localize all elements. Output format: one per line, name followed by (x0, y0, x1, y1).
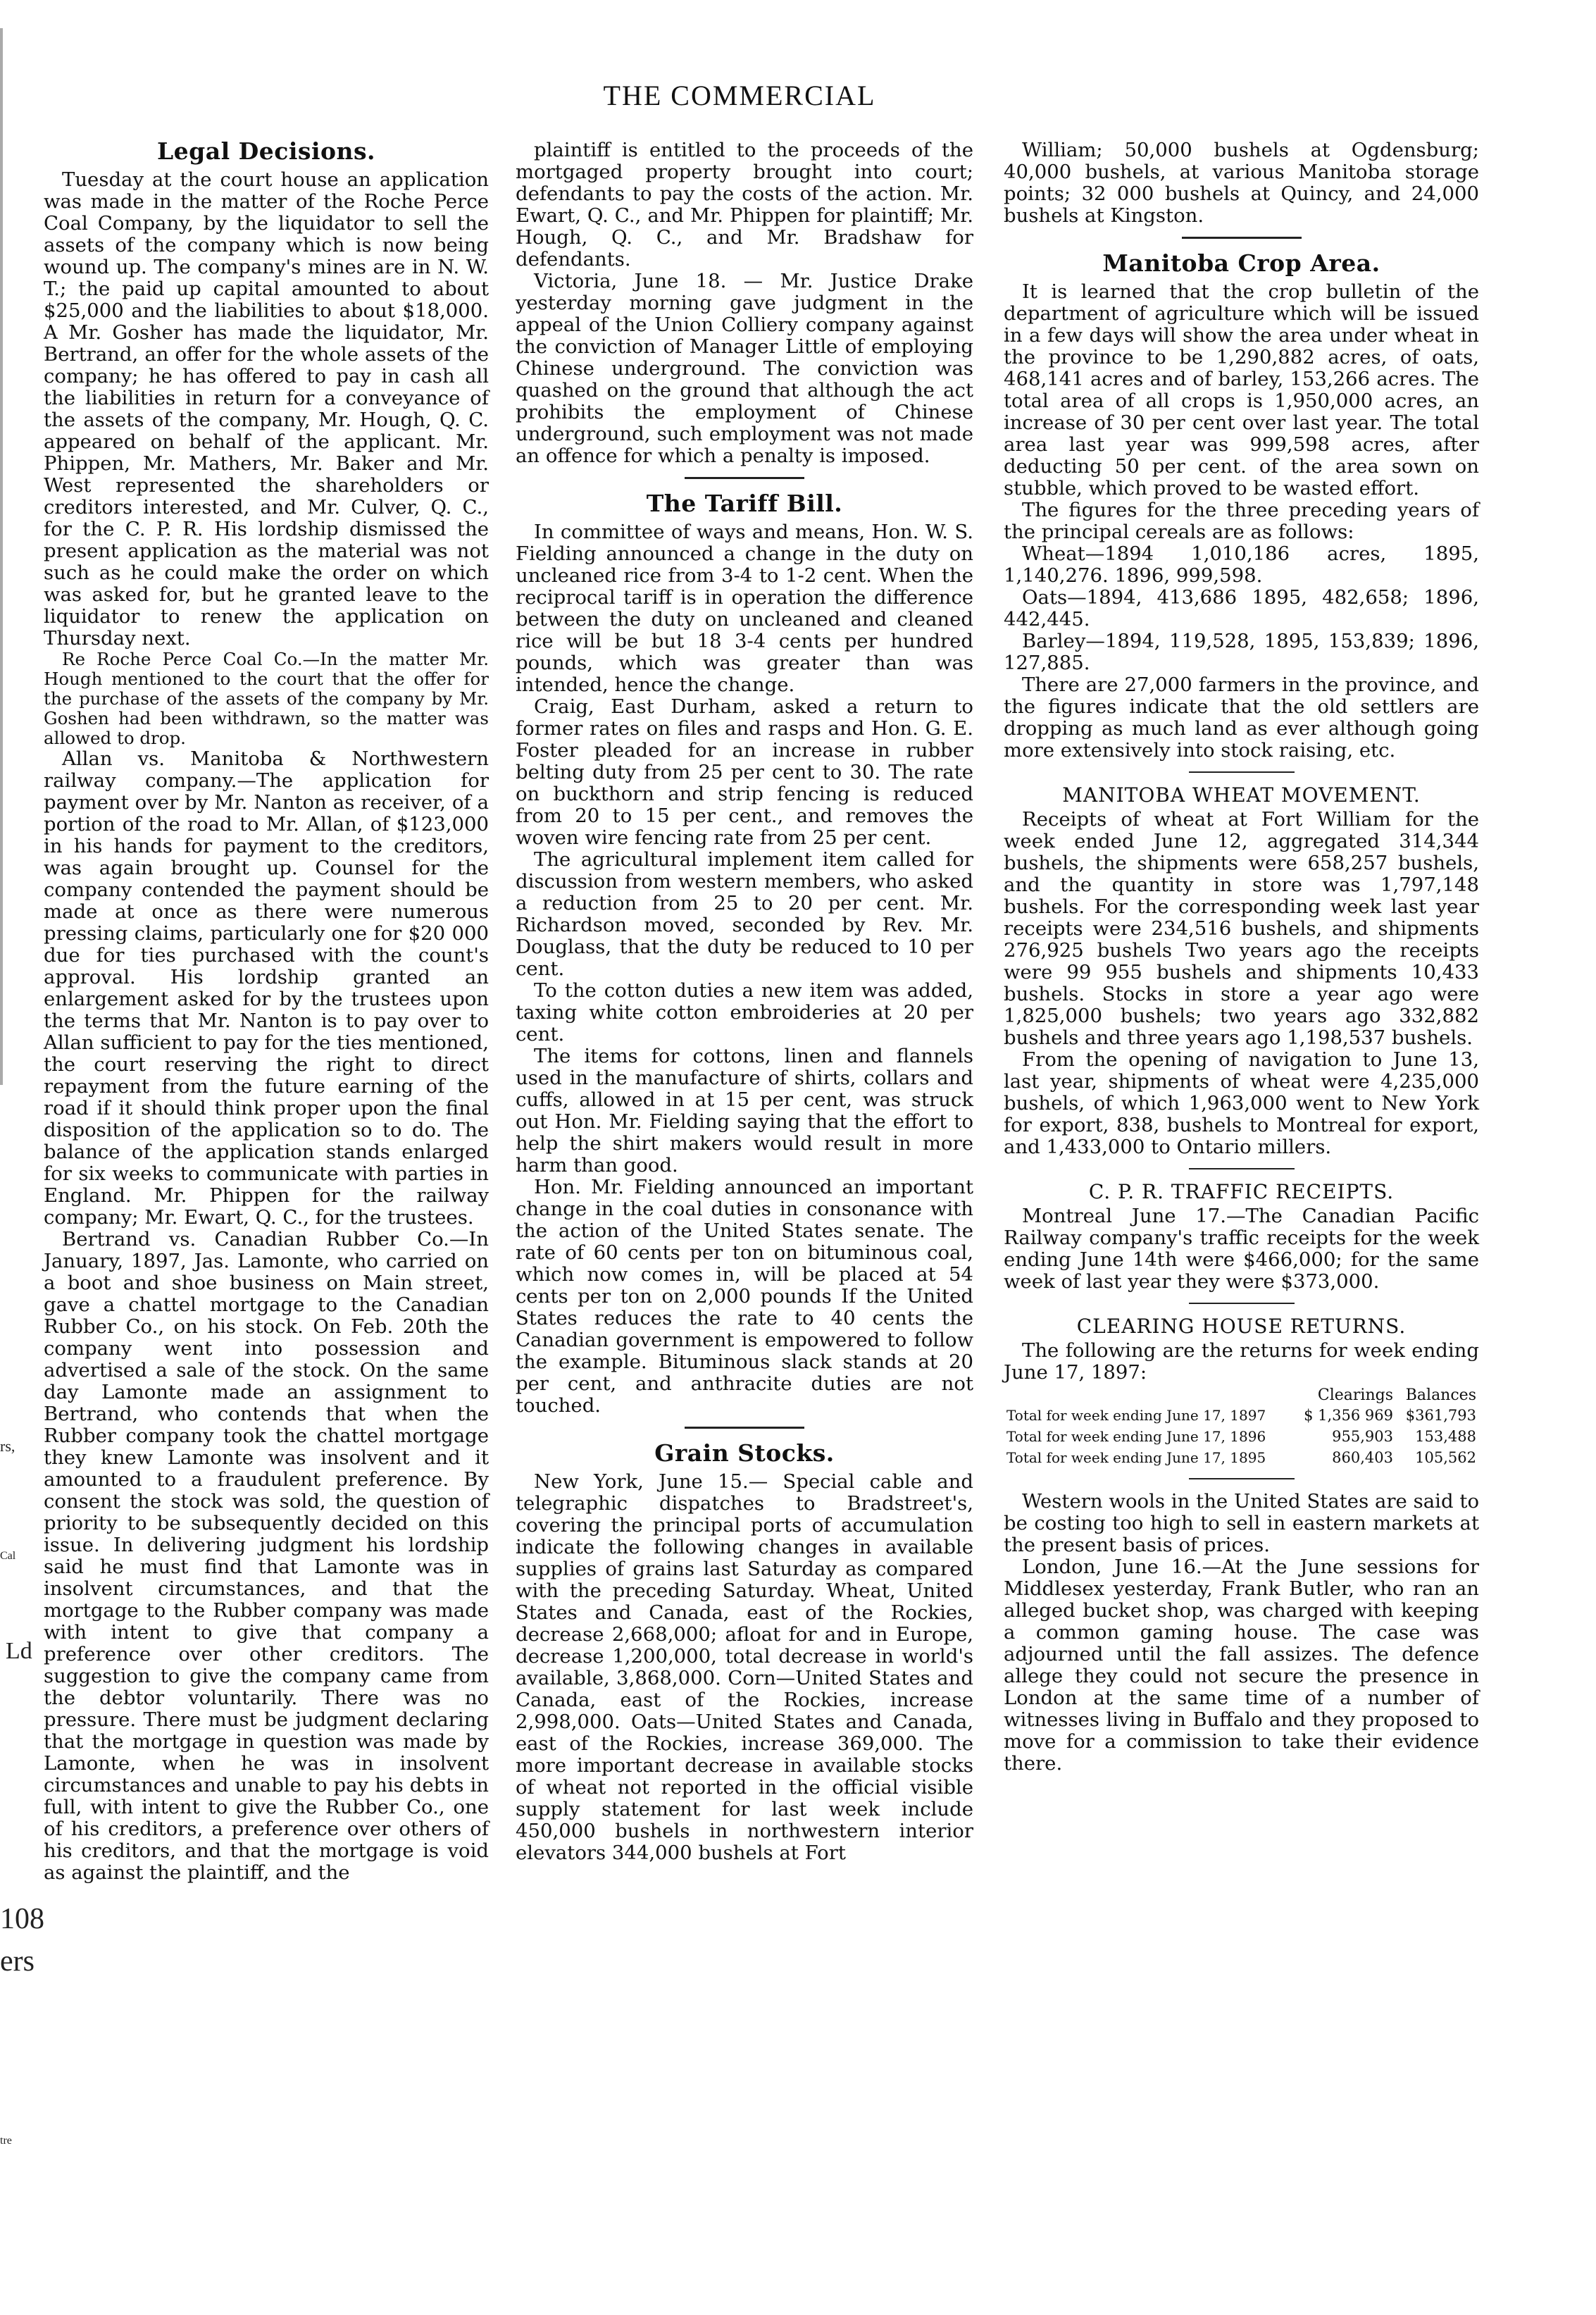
section-divider (685, 1427, 804, 1429)
article-paragraph: Wheat—1894 1,010,186 acres, 1895, 1,140,276. 1896, 999,598. (1004, 542, 1479, 587)
article-paragraph: plaintiff is entitled to the proceeds of the mortgaged property brought into court; defendants to pay the costs of the action. Mr. Ewart, Q. C., and Mr. Phippen for plaintiff; Mr. Hough, Q. C., and Mr. Bradshaw for defendants. (516, 139, 973, 271)
table-cell: Total for week ending June 17, 1897 (1006, 1407, 1266, 1424)
masthead: THE COMMERCIAL (603, 80, 876, 111)
bleed-text: ers (0, 1945, 35, 1978)
section-divider (685, 477, 804, 479)
table-cell: Total for week ending June 17, 1896 (1006, 1428, 1266, 1445)
article-paragraph: The items for cottons, linen and flannels used in the manufacture of shirts, collars and cuffs, allowed in at 15 per cent, was struck out Hon. Mr. Fielding saying that the effort to help the shirt makers would result in more harm than good. (516, 1045, 973, 1177)
table-row (1004, 1405, 1479, 1426)
article-paragraph: There are 27,000 farmers in the province, and the figures indicate that the old settlers are dropping as much land as ever although going more extensively into stock raising, etc. (1004, 674, 1479, 762)
table-cell: Total for week ending June 17, 1895 (1006, 1449, 1266, 1466)
article-paragraph: From the opening of navigation to June 13, last year, shipments of wheat were 4,235,000 bushels, of which 1,963,000 went to New York for export, 838, bushels to Montreal for export, and 1,433,000 to Ontario millers. (1004, 1048, 1479, 1158)
article-paragraph: The following are the returns for week ending June 17, 1897: (1004, 1339, 1479, 1384)
section-divider (1189, 1478, 1295, 1479)
article-paragraph: To the cotton duties a new item was added, taxing white cotton embroideries at 20 per cent. (516, 979, 973, 1045)
bleed-text: rs, (0, 1437, 15, 1455)
table-cell: 105,562 (1415, 1449, 1476, 1466)
article-paragraph: Western wools in the United States are said to be costing too high to sell in eastern markets at the present basis of prices. (1004, 1490, 1479, 1556)
table-cell: $ 1,356 969 (1304, 1407, 1393, 1424)
bleed-text: tre (0, 2135, 12, 2147)
article-heading: Grain Stocks. (654, 1439, 835, 1467)
section-divider (1189, 1303, 1295, 1304)
article-paragraph: In committee of ways and means, Hon. W. S. Fielding announced a change in the duty on uncleaned rice from 3-4 to 1-2 cent. When the reciprocal tariff is in operation the difference between the duty on uncleaned and cleaned rice will be but 18 3-4 cents per hundred pounds, which was greater than was intended, hence the change. (516, 521, 973, 696)
article-heading: MANITOBA WHEAT MOVEMENT. (1062, 783, 1421, 807)
article-heading: C. P. R. TRAFFIC RECEIPTS. (1088, 1180, 1395, 1203)
section-divider (1189, 1168, 1295, 1169)
table-header-cell (1004, 1386, 1292, 1405)
article-paragraph: Oats—1894, 413,686 1895, 482,658; 1896, 442,445. (1004, 586, 1479, 631)
table-row (1004, 1426, 1479, 1447)
article-heading: The Tariff Bill. (646, 490, 843, 517)
article-paragraph: Receipts of wheat at Fort William for the week ended June 12, aggregated 314,344 bushels, the shipments were 658,257 bushels, and the quantity in store was 1,797,148 bushels. For the corresponding week last year receipts were 234,516 bushels, and shipments 276,925 bushels Two years ago the receipts were 99 955 bushels and shipments 10,433 bushels. Stocks in store a year ago were 1,825,000 bushels; two years ago 332,882 bushels and three years ago 1,198,537 bushels. (1004, 808, 1479, 1049)
article-paragraph: London, June 16.—At the June sessions for Middlesex yesterday, Frank Butler, who ran an alleged bucket shop, was charged with keeping a common gaming house. The case was adjourned until the fall assizes. The defence allege they could not secure the presence in London at the same time of a number of witnesses living in Buffalo and they proposed to move for a commission to take their evidence there. (1004, 1556, 1479, 1775)
bleed-text: 108 (0, 1903, 44, 1935)
bleed-text: Cal (0, 1550, 16, 1562)
article-heading: Manitoba Crop Area. (1102, 249, 1380, 277)
article-paragraph: Tuesday at the court house an application was made in the matter of the Roche Perce Coal Company, by the liquidator to sell the assets of the company which is now being wound up. The company's mines are in N. W. T.; the paid up capital amounted to about $25,000 and the liabilities to about $18,000. A Mr. Gosher has made the liquidator, Mr. Bertrand, an offer for the whole assets of the company; he has offered to pay in cash all the liabilities in return for a conveyance of the assets of the company, Mr. Hough, Q. C. appeared on behalf of the applicant. Mr. Phippen, Mr. Mathers, Mr. Baker and Mr. West represented the shareholders or creditors interested, and Mr. Culver, Q. C., for the C. P. R. His lordship dismissed the present application as the material was not such as he could make the order on which was asked for, but he granted leave to the liquidator to renew the application on Thursday next. (44, 168, 489, 650)
article-paragraph: Craig, East Durham, asked a return to former rates on files and rasps and Hon. G. E. Foster pleaded for an increase in rubber belting duty from 25 per cent to 30. The rate on buckthorn and strip fencing is reduced from 20 to 15 per cent., and removes the woven wire fencing rate from 25 per cent. (516, 695, 973, 849)
article-paragraph: Allan vs. Manitoba & Northwestern railway company.—The application for payment over by Mr. Nanton as receiver, of a portion of the road to Mr. Allan, of $123,000 in his hands for payment to the creditors, was again brought up. Counsel for the company contended the payment should be made at once as there were numerous pressing claims, particularly one for $20 000 due for ties purchased with the count's approval. His lordship granted an enlargement asked for by the trustees upon the terms that Mr. Nanton is to pay over to Allan sufficient to pay for the ties mentioned, the court reserving the right to direct repayment from the future earning of the road if it should think proper upon the final disposition of the application so to do. The balance of the application stands enlarged for six weeks to communicate with parties in England. Mr. Phippen for the railway company; Mr. Ewart, Q. C., for the trustees. (44, 747, 489, 1229)
article-paragraph: Victoria, June 18. — Mr. Justice Drake yesterday morning gave judgment in the appeal of the Union Colliery company against the conviction of Manager Little of employing Chinese underground. The conviction was quashed on the ground that although the act prohibits the employment of Chinese underground, such employment was not made an offence for which a penalty is imposed. (516, 270, 973, 467)
clearing-house-table (1004, 1386, 1479, 1468)
article-heading: Legal Decisions. (156, 137, 376, 165)
table-cell: 153,488 (1415, 1428, 1476, 1445)
article-paragraph: Barley—1894, 119,528, 1895, 153,839; 1896, 127,885. (1004, 630, 1479, 674)
page-edge-shadow (0, 28, 3, 1085)
article-paragraph: It is learned that the crop bulletin of the department of agriculture which will be issued in a few days will show the area under wheat in the province to be 1,290,882 acres, of oats, 468,141 acres and of barley, 153,266 acres. The total area of all crops is 1,950,000 acres, an increase of 30 per cent over last year. The total area last year was 999,598 acres, after deducting 50 per cent. of the area sown on stubble, which proved to be wasted effort. (1004, 280, 1479, 499)
table-cell: $361,793 (1405, 1407, 1476, 1424)
table-cell: 955,903 (1332, 1428, 1393, 1445)
column-3 (1004, 139, 1479, 1775)
article-paragraph: Hon. Mr. Fielding announced an important change in the coal duties in consonance with the action of the United States senate. The rate of 60 cents per ton on bituminous coal, which now comes in, will be placed at 54 cents per ton on 2,000 pounds If the United States reduces the rate to 40 cents the Canadian government is empowered to follow the example. Bituminous slack stands at 20 per cent, and anthracite duties are not touched. (516, 1176, 973, 1417)
article-paragraph: Re Roche Perce Coal Co.—In the matter Mr. Hough mentioned to the court that the offer for the purchase of the assets of the company by Mr. Goshen had been withdrawn, so the matter was allowed to drop. (44, 649, 489, 748)
section-divider (1182, 237, 1302, 239)
table-cell: 860,403 (1332, 1449, 1393, 1466)
bleed-text: Ld (6, 1638, 32, 1664)
table-header-row (1004, 1386, 1479, 1405)
article-paragraph: Montreal June 17.—The Canadian Pacific Railway company's traffic receipts for the week ending June 14th were $466,000; for the same week of last year they were $373,000. (1004, 1205, 1479, 1293)
article-paragraph: New York, June 15.— Special cable and telegraphic dispatches to Bradstreet's, covering the principal ports of accumulation indicate the following changes in available supplies of grains last Saturday as compared with the preceding Saturday. Wheat, United States and Canada, east of the Rockies, decrease 2,668,000; afloat for and in Europe, decrease 1,200,000, total decrease in world's available, 3,868,000. Corn—United States and Canada, east of the Rockies, increase 2,998,000. Oats—United States and Canada, east of the Rockies, increase 369,000. The more important decrease in available stocks of wheat not reported in the official visible supply statement for last week include 450,000 bushels in northwestern interior elevators 344,000 bushels at Fort (516, 1470, 973, 1864)
article-paragraph: Bertrand vs. Canadian Rubber Co.—In January, 1897, Jas. Lamonte, who carried on a boot and shoe business on Main street, gave a chattel mortgage to the Canadian Rubber Co., on his stock. On Feb. 20th the company went into possession and advertised a sale of the stock. On the same day Lamonte made an assignment to Bertrand, who contends that when the Rubber company took the chattel mortgage they knew Lamonte was insolvent and it amounted to a fraudulent preference. By consent the stock was sold, the question of priority to be subsequently decided on this issue. In delivering judgment his lordship said he must find that Lamonte was in insolvent circumstances, and that the mortgage to the Rubber company was made with intent to give that company a preference over other creditors. The suggestion to give the company came from the debtor voluntarily. There was no pressure. There must be judgment declaring that the mortgage in question was made by Lamonte, when he was in insolvent circumstances and unable to pay his debts in full, with intent to give the Rubber Co., one of his creditors, a preference over others of his creditors, and that the mortgage is void as against the plaintiff, and the (44, 1228, 489, 1884)
column-1 (44, 134, 489, 1884)
section-divider (1189, 771, 1295, 773)
article-heading: CLEARING HOUSE RETURNS. (1076, 1315, 1407, 1338)
article-paragraph: William; 50,000 bushels at Ogdensburg; 40,000 bushels, at various Manitoba storage points; 32 000 bushels at Quincy, and 24,000 bushels at Kingston. (1004, 139, 1479, 227)
article-paragraph: The figures for the three preceding years of the principal cereals are as follows: (1004, 499, 1479, 543)
table-row (1004, 1447, 1479, 1468)
column-2 (516, 139, 973, 1864)
table-header-cell: Clearings (1317, 1386, 1393, 1404)
article-paragraph: The agricultural implement item called for discussion from western members, who asked a reduction from 25 to 20 per cent. Mr. Richardson moved, seconded by Rev. Mr. Douglass, that the duty be reduced to 10 per cent. (516, 848, 973, 980)
table-header-cell: Balances (1405, 1386, 1476, 1404)
